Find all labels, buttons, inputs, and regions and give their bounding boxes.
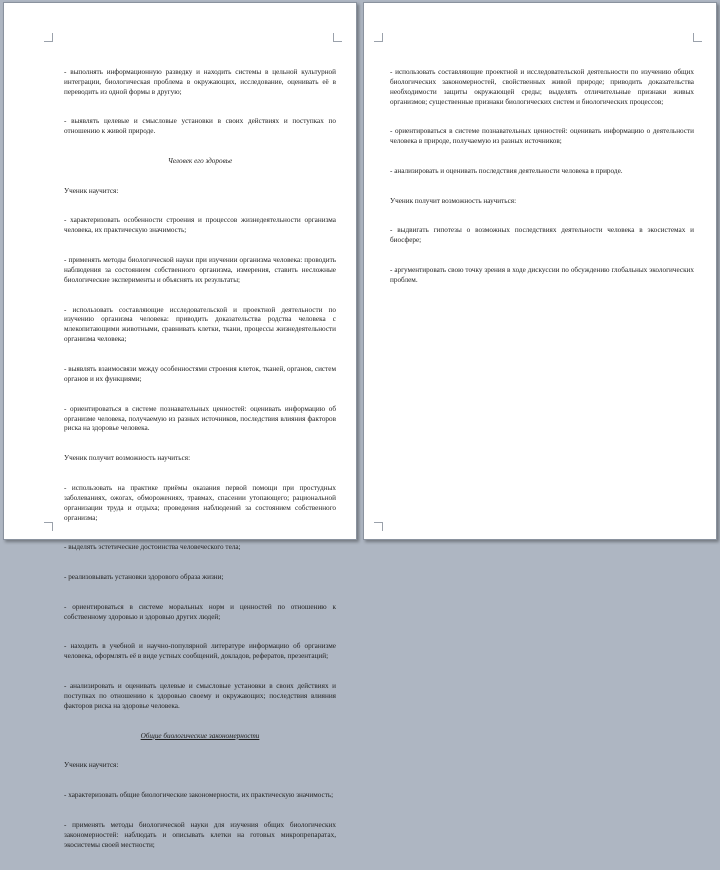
page-corner-mark [44, 522, 53, 531]
paragraph: - использовать составляющие исследовательской и проектной деятельности по изучению организма человека: приводить доказательства родства человека с млекопитающими животными, сравнивать клетки, ткани, процессы жизнедеятельности организма человека; [64, 305, 338, 344]
paragraph: - выполнять информационную разведку и находить системы в цельной культурной интеграции, биологическая проблема в окружающих, исследование, оценивать её в переводить из одной формы в другую; [64, 67, 338, 96]
paragraph: - использовать составляющие проектной и исследовательской деятельности по изучению общих биологических закономерностей, свойственных живой природе; приводить доказательства необходимости защиты окружающей среды; выделять отличительные признаки живых организмов; существенные признаки биологических систем и биологических процессов; [390, 67, 696, 106]
section-heading: Человек его здоровье [167, 156, 233, 165]
paragraph: - реализовывать установки здорового образа жизни; [64, 573, 224, 582]
paragraph: - анализировать и оценивать последствия деятельности человека в природе. [390, 166, 623, 175]
paragraph: - использовать на практике приёмы оказания первой помощи при простудных заболеваниях, ожогах, обморожениях, травмах, спасении утопающего; рациональной организации труда и отдыха; проведения наблюдений за состоянием собственного организма; [64, 483, 338, 522]
paragraph: - выдвигать гипотезы о возможных последствиях деятельности человека в экосистемах и биосфере; [390, 226, 696, 245]
page-corner-mark [333, 33, 342, 42]
paragraph: - выявлять целевые и смысловые установки в своих действиях и поступках по отношению к живой природе. [64, 117, 338, 136]
page-corner-mark [374, 522, 383, 531]
paragraph: - находить в учебной и научно-популярной литературе информацию об организме человека, оформлять её в виде устных сообщений, докладов, рефератов, презентаций; [64, 642, 338, 661]
paragraph: - ориентироваться в системе моральных норм и ценностей по отношению к собственному здоровью и здоровью других людей; [64, 602, 338, 621]
page-corner-mark [44, 33, 53, 42]
paragraph: - выделять эстетические достоинства человеческого тела; [64, 543, 241, 552]
paragraph: - выявлять взаимосвязи между особенностями строения клеток, тканей, органов, систем органов и их функциями; [64, 365, 338, 383]
page-text-right [390, 48, 694, 306]
paragraph: - аргументировать свою точку зрения в ходе дискуссии по обсуждению глобальных экологических проблем. [390, 265, 696, 284]
paragraph: Ученик научится: [64, 761, 119, 770]
paragraph: - применять методы биологической науки при изучении организма человека: проводить наблюдения за состоянием собственного организма, измерения, ставить несложные биологические эксперименты и объяснять их результаты; [64, 256, 338, 284]
paragraph: - характеризовать общие биологические закономерности, их практическую значимость; [64, 790, 334, 799]
document-page-left [3, 2, 357, 849]
paragraph: Ученик получит возможность научиться: [64, 454, 191, 463]
paragraph: - характеризовать особенности строения и процессов жизнедеятельности организма человека, их практическую значимость; [64, 216, 338, 235]
paragraph: Ученик научится: [64, 186, 119, 195]
paragraph: - ориентироваться в системе познавательных ценностей: оценивать информацию об организме человека, получаемую из разных источников, последствия влияния факторов риска на здоровье человека. [64, 404, 338, 433]
page-text-left [64, 48, 336, 870]
section-heading: Общие биологические закономерности [140, 731, 260, 740]
paragraph: - применять методы биологической науки для изучения общих биологических закономерностей: наблюдать и описывать клетки на готовых микропрепаратах, экосистемы своей местности; [64, 820, 338, 849]
page-corner-mark [374, 33, 383, 42]
paragraph: - анализировать и оценивать целевые и смысловые установки в своих действиях и поступках по отношению к здоровью своему и окружающих; последствия влияния факторов риска на здоровье человека. [64, 682, 338, 710]
page-corner-mark [693, 33, 702, 42]
paragraph: Ученик получит возможность научиться: [390, 196, 517, 205]
document-page-right [363, 2, 717, 540]
paragraph: - ориентироваться в системе познавательных ценностей: оценивать информацию о деятельности человека в природе, получаемую из разных источников; [390, 127, 696, 146]
